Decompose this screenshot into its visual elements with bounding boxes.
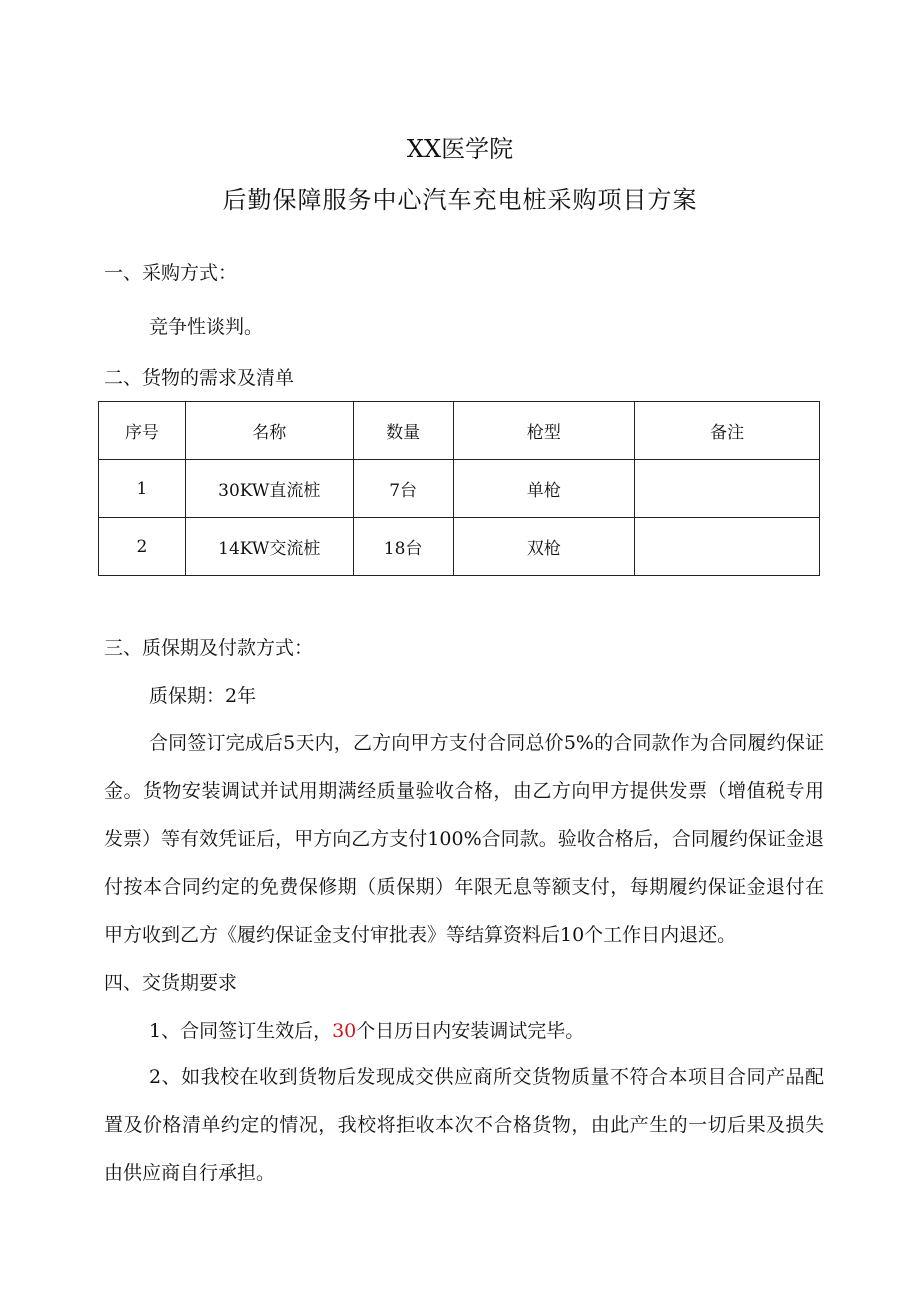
cell-index: 2	[99, 518, 186, 576]
cell-remarks	[635, 460, 820, 518]
table-row	[99, 460, 820, 518]
cell-name: 30KW直流桩	[185, 460, 353, 518]
warranty-period: 质保期：2年	[149, 685, 257, 707]
header-name: 名称	[185, 402, 353, 460]
delivery-days: 30	[332, 1020, 357, 1042]
delivery-item-1-prefix: 1、合同签订生效后，	[149, 1020, 333, 1042]
document-subtitle: 后勤保障服务中心汽车充电桩采购项目方案	[222, 186, 698, 214]
header-remarks: 备注	[635, 402, 820, 460]
document-title: XX医学院	[406, 135, 514, 163]
procurement-method: 竞争性谈判。	[149, 316, 264, 338]
cell-quantity: 18台	[353, 518, 453, 576]
cell-gun-type: 单枪	[453, 460, 635, 518]
delivery-item-1-suffix: 个日历日内安装调试完毕。	[356, 1020, 585, 1042]
delivery-item-2: 2、如我校在收到货物后发现成交供应商所交货物质量不符合本项目合同产品配置及价格清单约定的情况，我校将拒收本次不合格货物，由此产生的一切后果及损失由供应商自行承担。	[104, 1066, 824, 1184]
section3-heading: 三、质保期及付款方式：	[104, 637, 314, 659]
cell-name: 14KW交流桩	[185, 518, 353, 576]
section4-heading: 四、交货期要求	[104, 972, 238, 994]
cell-quantity: 7台	[353, 460, 453, 518]
cell-gun-type: 双枪	[453, 518, 635, 576]
header-quantity: 数量	[353, 402, 453, 460]
header-index: 序号	[99, 402, 186, 460]
section1-heading: 一、采购方式：	[104, 262, 238, 284]
table-row	[99, 518, 820, 576]
payment-terms: 合同签订完成后5天内，乙方向甲方支付合同总价5%的合同款作为合同履约保证金。货物安装调试并试用期满经质量验收合格，由乙方向甲方提供发票（增值税专用发票）等有效凭证后，甲方向乙方支付100%合同款。验收合格后，合同履约保证金退付按本合同约定的免费保修期（质保期）年限无息等额支付，每期履约保证金退付在甲方收到乙方《履约保证金支付审批表》等结算资料后10个工作日内退还。	[104, 732, 824, 946]
table-header-row	[99, 402, 820, 460]
header-gun-type: 枪型	[453, 402, 635, 460]
section2-heading: 二、货物的需求及清单	[104, 367, 295, 389]
cell-index: 1	[99, 460, 186, 518]
goods-table	[98, 401, 820, 576]
delivery-item-1	[149, 1018, 584, 1044]
cell-remarks	[635, 518, 820, 576]
